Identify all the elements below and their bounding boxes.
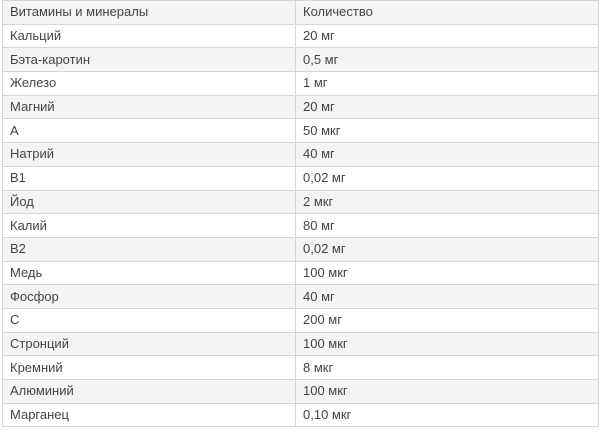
nutrient-amount: 0,10 мкг xyxy=(296,403,599,427)
nutrient-name: Йод xyxy=(3,190,296,214)
table-row xyxy=(3,214,599,238)
header-quantity: Количество xyxy=(296,1,599,25)
nutrient-name: Фосфор xyxy=(3,285,296,309)
table-row xyxy=(3,237,599,261)
header-vitamins-minerals: Витамины и минералы xyxy=(3,1,296,25)
nutrient-name: Магний xyxy=(3,95,296,119)
table-row xyxy=(3,95,599,119)
nutrient-name: Кремний xyxy=(3,356,296,380)
nutrient-amount: 2 мкг xyxy=(296,190,599,214)
table-row xyxy=(3,119,599,143)
nutrient-amount: 80 мг xyxy=(296,214,599,238)
table-row xyxy=(3,380,599,404)
nutrient-amount: 100 мкг xyxy=(296,261,599,285)
table-row xyxy=(3,356,599,380)
nutrient-amount: 40 мг xyxy=(296,285,599,309)
nutrient-amount: 200 мг xyxy=(296,308,599,332)
table-row xyxy=(3,332,599,356)
nutrient-name: Калий xyxy=(3,214,296,238)
nutrient-name: Стронций xyxy=(3,332,296,356)
nutrient-amount: 40 мг xyxy=(296,143,599,167)
nutrient-name: Железо xyxy=(3,72,296,96)
table-row xyxy=(3,166,599,190)
nutrient-amount: 1 мг xyxy=(296,72,599,96)
table-row xyxy=(3,403,599,427)
nutrient-amount: 100 мкг xyxy=(296,332,599,356)
nutrient-amount: 0,5 мг xyxy=(296,48,599,72)
table-header-row xyxy=(3,1,599,25)
nutrient-name: Медь xyxy=(3,261,296,285)
table-row xyxy=(3,261,599,285)
nutrient-amount: 20 мг xyxy=(296,24,599,48)
nutrient-name: С xyxy=(3,308,296,332)
nutrient-amount: 100 мкг xyxy=(296,380,599,404)
nutrient-amount: 0,02 мг xyxy=(296,166,599,190)
nutrient-name: Марганец xyxy=(3,403,296,427)
nutrient-amount: 50 мкг xyxy=(296,119,599,143)
table-row xyxy=(3,285,599,309)
nutrient-name: Натрий xyxy=(3,143,296,167)
nutrient-amount: 20 мг xyxy=(296,95,599,119)
nutrient-name: В1 xyxy=(3,166,296,190)
nutrient-name: Кальций xyxy=(3,24,296,48)
table-row xyxy=(3,48,599,72)
table-row xyxy=(3,72,599,96)
table-row xyxy=(3,24,599,48)
vitamins-table xyxy=(2,0,599,427)
nutrient-name: А xyxy=(3,119,296,143)
nutrient-amount: 0,02 мг xyxy=(296,237,599,261)
nutrient-name: Бэта-каротин xyxy=(3,48,296,72)
nutrient-name: В2 xyxy=(3,237,296,261)
table-row xyxy=(3,190,599,214)
table-row xyxy=(3,143,599,167)
table-row xyxy=(3,308,599,332)
nutrient-amount: 8 мкг xyxy=(296,356,599,380)
nutrient-name: Алюминий xyxy=(3,380,296,404)
